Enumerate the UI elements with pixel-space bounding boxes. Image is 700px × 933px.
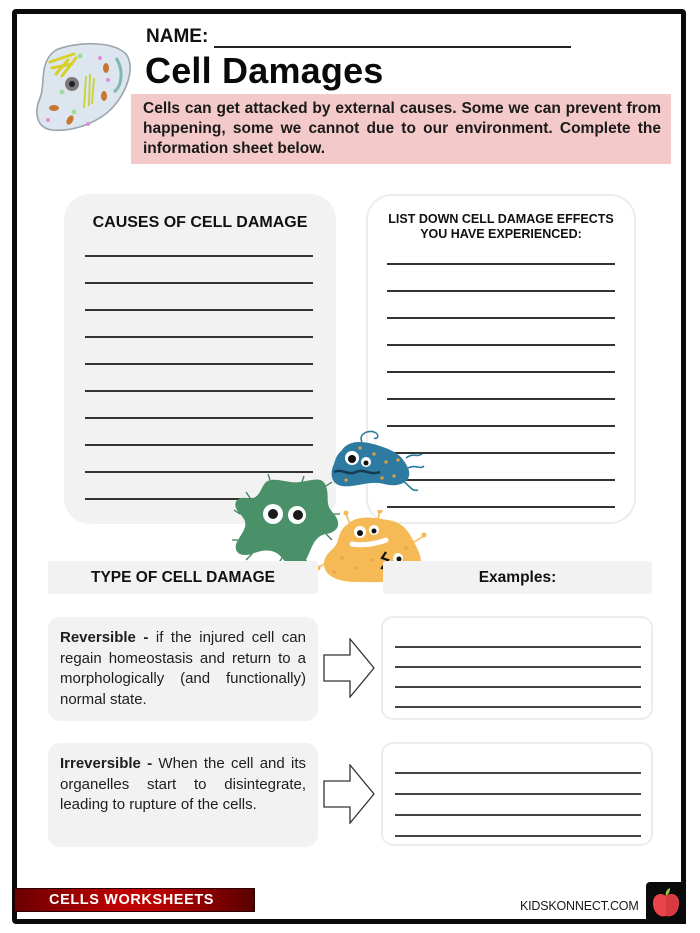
answer-line[interactable]: [395, 706, 641, 708]
name-input-line[interactable]: [214, 30, 571, 48]
answer-line[interactable]: [395, 686, 641, 688]
effects-title-line-1: LIST DOWN CELL DAMAGE EFFECTS: [388, 212, 614, 226]
site-label: KIDSKONNECT.COM: [520, 899, 639, 913]
intro-text: Cells can get attacked by external causes. Some we can prevent from happening, some we cannot due to our environment. Complete the information sheet below.: [131, 94, 671, 164]
apple-logo-icon: [649, 886, 683, 920]
answer-line[interactable]: [85, 282, 313, 284]
irreversible-term: Irreversible -: [60, 755, 159, 772]
answer-line[interactable]: [387, 263, 615, 265]
answer-line[interactable]: [387, 317, 615, 319]
animal-cell-icon: [34, 40, 134, 135]
right-arrow-icon: [323, 764, 375, 824]
irreversible-description: [48, 743, 318, 847]
type-of-damage-header: TYPE OF CELL DAMAGE: [48, 561, 318, 594]
answer-line[interactable]: [387, 290, 615, 292]
reversible-term: Reversible -: [60, 629, 156, 646]
name-label: NAME:: [146, 26, 209, 47]
answer-line[interactable]: [85, 390, 313, 392]
irreversible-definition: When the cell and its organelles start to disintegrate, leading to rupture of the cells.: [60, 755, 307, 813]
examples-header: Examples:: [383, 561, 652, 594]
answer-line[interactable]: [395, 772, 641, 774]
answer-line[interactable]: [85, 363, 313, 365]
answer-line[interactable]: [85, 471, 313, 473]
answer-line[interactable]: [395, 666, 641, 668]
answer-line[interactable]: [395, 646, 641, 648]
answer-line[interactable]: [395, 814, 641, 816]
worksheet-series-banner: CELLS WORKSHEETS: [14, 888, 255, 912]
answer-line[interactable]: [395, 793, 641, 795]
reversible-examples-box: [381, 616, 653, 720]
page-title: Cell Damages: [145, 50, 384, 91]
blue-germ-icon: [328, 428, 428, 500]
answer-line[interactable]: [387, 425, 615, 427]
answer-line[interactable]: [85, 255, 313, 257]
answer-line[interactable]: [85, 309, 313, 311]
answer-line[interactable]: [387, 398, 615, 400]
answer-line[interactable]: [85, 417, 313, 419]
answer-line[interactable]: [395, 835, 641, 837]
reversible-description: [48, 617, 318, 721]
effects-title: [368, 212, 634, 242]
answer-line[interactable]: [387, 371, 615, 373]
right-arrow-icon: [323, 638, 375, 698]
answer-line[interactable]: [387, 344, 615, 346]
answer-line[interactable]: [387, 506, 615, 508]
causes-title: CAUSES OF CELL DAMAGE: [92, 214, 308, 231]
reversible-definition: if the injured cell can regain homeostasis and return to a morphologically (and functionally) normal state.: [60, 629, 306, 708]
irreversible-examples-box: [381, 742, 653, 846]
answer-line[interactable]: [85, 444, 313, 446]
answer-line[interactable]: [85, 336, 313, 338]
effects-title-line-2: YOU HAVE EXPERIENCED:: [420, 227, 582, 241]
name-field: [146, 26, 571, 48]
